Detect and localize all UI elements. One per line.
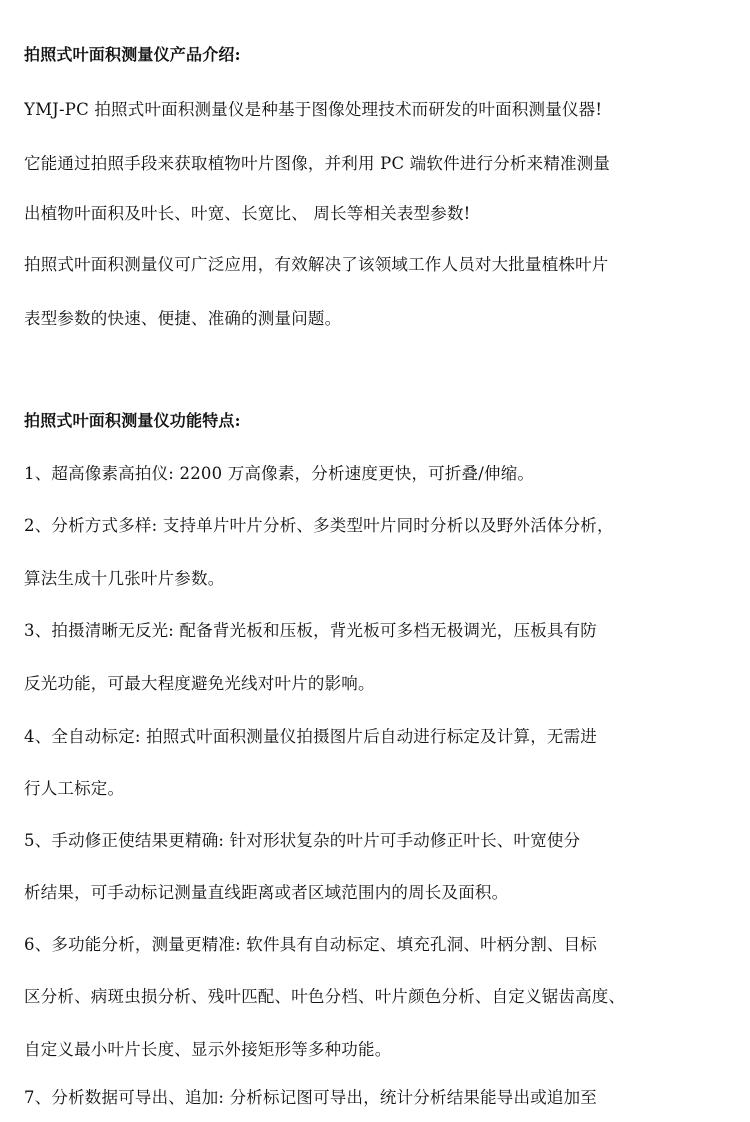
feature-line-9: 析结果，可手动标记测量直线距离或者区域范围内的周长及面积。 bbox=[24, 883, 509, 902]
intro-line-1: YMJ-PC 拍照式叶面积测量仪是种基于图像处理技术而研发的叶面积测量仪器! bbox=[24, 100, 603, 119]
intro-line-4: 拍照式叶面积测量仪可广泛应用，有效解决了该领域工作人员对大批量植株叶片 bbox=[24, 255, 609, 274]
section-heading-features: 拍照式叶面积测量仪功能特点: bbox=[24, 411, 241, 430]
intro-line-3: 出植物叶面积及叶长、叶宽、长宽比、 周长等相关表型参数! bbox=[24, 204, 471, 223]
feature-line-10: 6、多功能分析，测量更精准: 软件具有自动标定、填充孔洞、叶柄分割、目标 bbox=[24, 935, 598, 954]
feature-line-13: 7、分析数据可导出、追加: 分析标记图可导出，统计分析结果能导出或追加至 bbox=[24, 1088, 598, 1107]
feature-line-1: 1、超高像素高拍仪: 2200 万高像素，分析速度更快，可折叠/伸缩。 bbox=[24, 464, 535, 483]
feature-line-12: 自定义最小叶片长度、显示外接矩形等多种功能。 bbox=[24, 1040, 392, 1059]
feature-line-8: 5、手动修正使结果更精确: 针对形状复杂的叶片可手动修正叶长、叶宽使分 bbox=[24, 831, 581, 850]
section-heading-intro: 拍照式叶面积测量仪产品介绍: bbox=[24, 45, 241, 64]
feature-line-11: 区分析、病斑虫损分析、残叶匹配、叶色分档、叶片颜色分析、自定义锯齿高度、 bbox=[24, 987, 626, 1006]
intro-line-5: 表型参数的快速、便捷、准确的测量问题。 bbox=[24, 309, 342, 328]
feature-line-6: 4、全自动标定: 拍照式叶面积测量仪拍摄图片后自动进行标定及计算，无需进 bbox=[24, 727, 598, 746]
intro-line-2: 它能通过拍照手段来获取植物叶片图像，并利用 PC 端软件进行分析来精准测量 bbox=[24, 154, 611, 173]
feature-line-2: 2、分析方式多样: 支持单片叶片分析、多类型叶片同时分析以及野外活体分析， bbox=[24, 516, 614, 535]
feature-line-5: 反光功能，可最大程度避免光线对叶片的影响。 bbox=[24, 674, 375, 693]
feature-line-4: 3、拍摄清晰无反光: 配备背光板和压板，背光板可多档无极调光，压板具有防 bbox=[24, 621, 598, 640]
feature-line-3: 算法生成十几张叶片参数。 bbox=[24, 569, 225, 588]
feature-line-7: 行人工标定。 bbox=[24, 779, 125, 798]
